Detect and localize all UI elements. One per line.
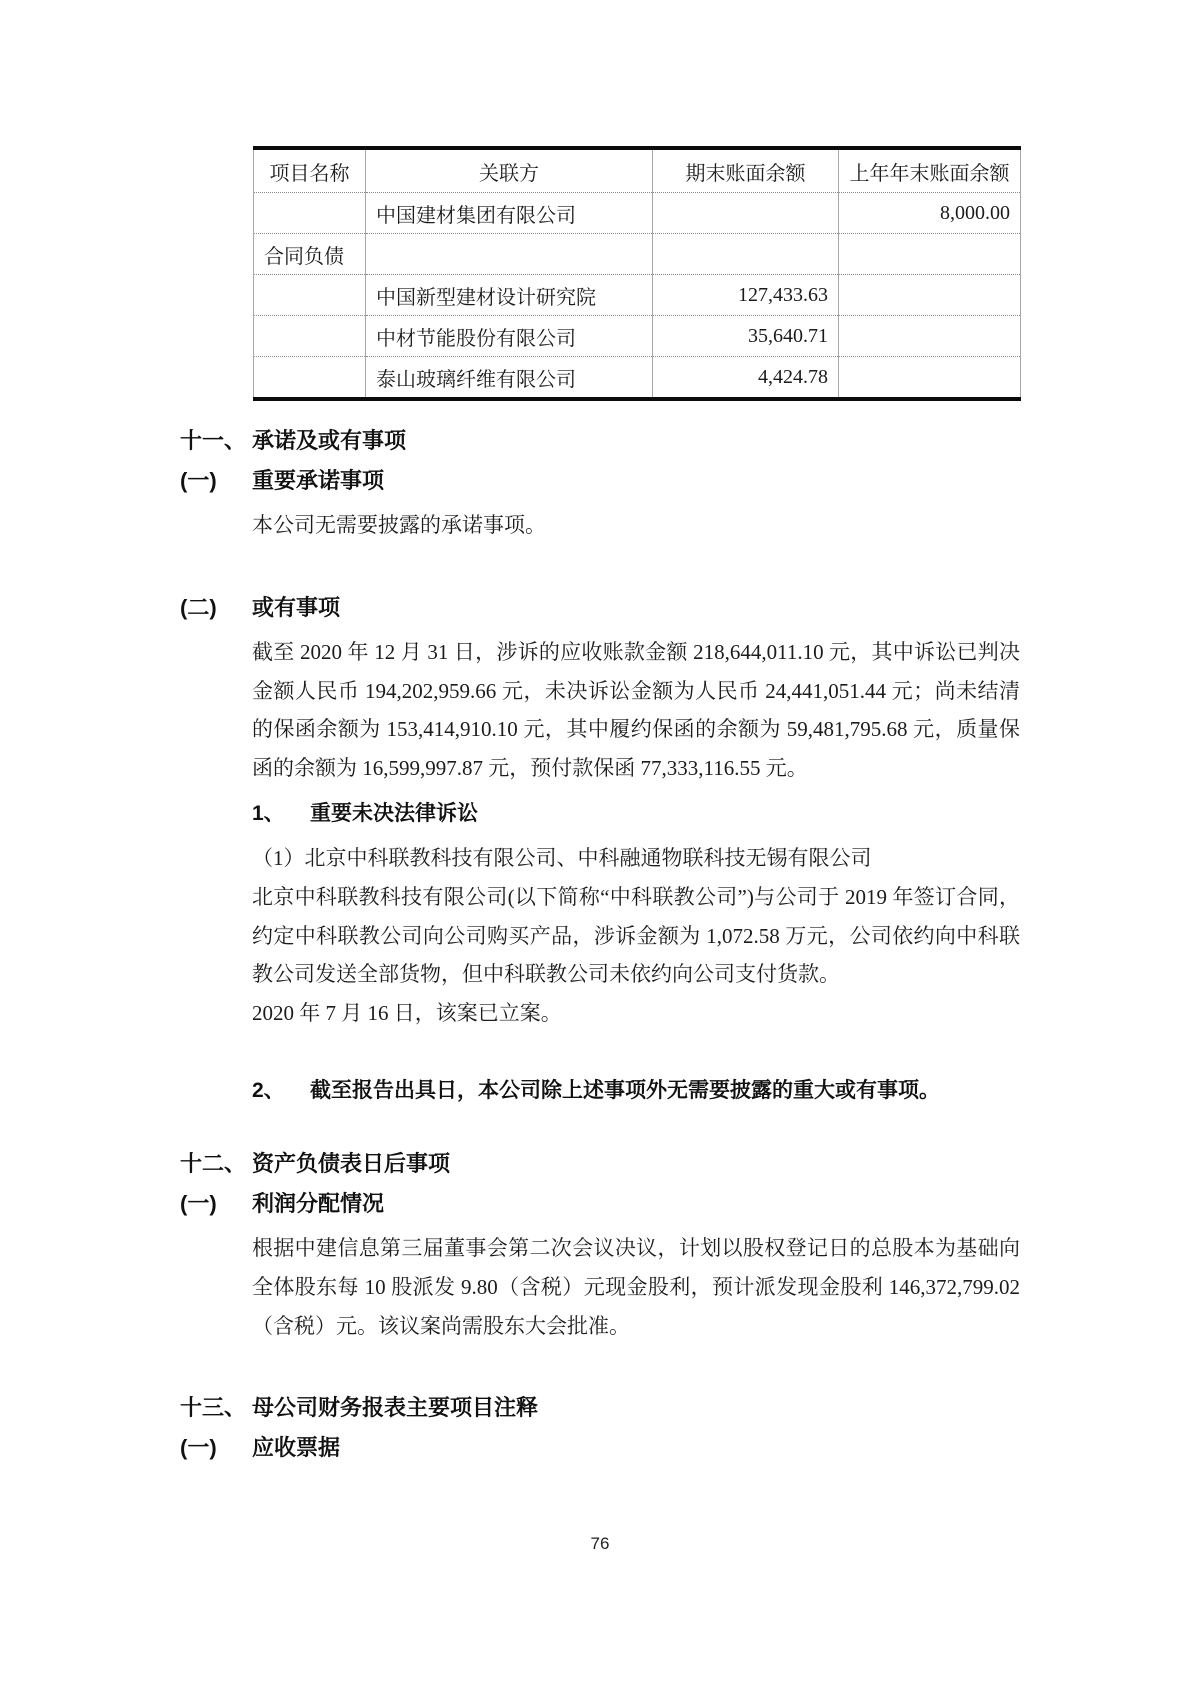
related-party-balance-table (253, 146, 1021, 401)
table-row (254, 193, 1021, 234)
cell-item-name (254, 316, 366, 357)
table-row (254, 316, 1021, 357)
section-11-1-number: (一) (180, 468, 217, 493)
col-header-ending-balance: 期末账面余额 (653, 148, 839, 193)
lawsuit-detail-paragraph: 北京中科联教科技有限公司(以下简称“中科联教公司”)与公司于 2019 年签订合同，约定中科联教公司向公司购买产品，涉诉金额为 1,072.58 万元，公司依约向中科联教公司发送全部货物，但中科联教公司未依约向公司支付货款。 (252, 884, 1020, 987)
page-number: 76 (590, 1534, 610, 1553)
cell-item-name (254, 193, 366, 234)
cell-prior-year-balance: 8,000.00 (839, 193, 1021, 234)
cell-item-name (254, 357, 366, 400)
section-12-1-number: (一) (180, 1190, 217, 1216)
cell-prior-year-balance (839, 275, 1021, 316)
section-11-title: 承诺及或有事项 (252, 428, 407, 453)
item-2-text: 截至报告出具日，本公司除上述事项外无需要披露的重大或有事项。 (310, 1078, 940, 1102)
table-row (254, 357, 1021, 400)
section-11-1-heading (180, 467, 1020, 494)
contingencies-paragraph: 截至 2020 年 12 月 31 日，涉诉的应收账款金额 218,644,011.10 元，其中诉讼已判决金额人民币 194,202,959.66 元，未决诉讼金额为人民币 24,441,051.44 元；尚未结清的保函余额为 153,414,910.10 元，其中履约保函的余额为 59,481,795.68 元，质量保函的余额为 16,599,997.87 元，预付款保函 77,333,116.55 元。 (252, 639, 1020, 781)
section-11-number: 十一、 (180, 428, 247, 453)
section-11-heading (180, 427, 1020, 454)
cell-related-party: 中国建材集团有限公司 (366, 193, 653, 234)
col-header-related-party: 关联方 (366, 148, 653, 193)
cell-related-party: 泰山玻璃纤维有限公司 (366, 357, 653, 400)
item-2-number: 2、 (252, 1078, 285, 1102)
table-row (254, 234, 1021, 275)
section-13-1-heading (180, 1434, 1020, 1461)
section-11-2-title: 或有事项 (252, 594, 341, 620)
lawsuit-filing-date: 2020 年 7 月 16 日，该案已立案。 (252, 1001, 562, 1026)
cell-item-name: 合同负债 (254, 234, 366, 275)
cell-prior-year-balance (839, 234, 1021, 275)
section-12-number: 十二、 (180, 1150, 247, 1176)
section-13-number: 十三、 (180, 1395, 247, 1421)
col-header-prior-year-balance: 上年年末账面余额 (839, 148, 1021, 193)
document-content (180, 146, 1020, 1461)
section-12-title: 资产负债表日后事项 (252, 1150, 451, 1176)
profit-distribution-paragraph: 根据中建信息第三届董事会第二次会议决议，计划以股权登记日的总股本为基础向全体股东每 10 股派发 9.80（含税）元现金股利，预计派发现金股利 146,372,799.02（含税）元。该议案尚需股东大会批准。 (252, 1235, 1020, 1338)
lawsuit-number: 1、 (252, 801, 285, 825)
col-header-item-name: 项目名称 (254, 148, 366, 193)
cell-ending-balance (653, 193, 839, 234)
section-12-1-title: 利润分配情况 (252, 1190, 385, 1216)
section-11-1-title: 重要承诺事项 (252, 468, 385, 493)
cell-ending-balance: 35,640.71 (653, 316, 839, 357)
item-2-statement (252, 1077, 1020, 1104)
commitments-paragraph: 本公司无需要披露的承诺事项。 (252, 513, 546, 537)
lawsuit-title: 重要未决法律诉讼 (310, 801, 478, 825)
section-11-2-number: (二) (180, 594, 217, 620)
section-13-title: 母公司财务报表主要项目注释 (252, 1395, 539, 1421)
cell-item-name (254, 275, 366, 316)
section-12-heading (180, 1150, 1020, 1177)
cell-ending-balance: 4,424.78 (653, 357, 839, 400)
table-row (254, 275, 1021, 316)
cell-prior-year-balance (839, 357, 1021, 400)
table-header-row (254, 148, 1021, 193)
cell-ending-balance: 127,433.63 (653, 275, 839, 316)
section-13-1-title: 应收票据 (252, 1435, 341, 1461)
cell-prior-year-balance (839, 316, 1021, 357)
lawsuit-item-line: （1）北京中科联教科技有限公司、中科融通物联科技无锡有限公司 (252, 845, 872, 870)
section-12-1-heading (180, 1190, 1020, 1217)
section-13-heading (180, 1394, 1020, 1421)
section-11-2-heading (180, 594, 1020, 621)
cell-related-party: 中材节能股份有限公司 (366, 316, 653, 357)
cell-related-party (366, 234, 653, 275)
cell-related-party: 中国新型建材设计研究院 (366, 275, 653, 316)
section-13-1-number: (一) (180, 1435, 217, 1461)
cell-ending-balance (653, 234, 839, 275)
lawsuit-heading (252, 800, 1020, 827)
